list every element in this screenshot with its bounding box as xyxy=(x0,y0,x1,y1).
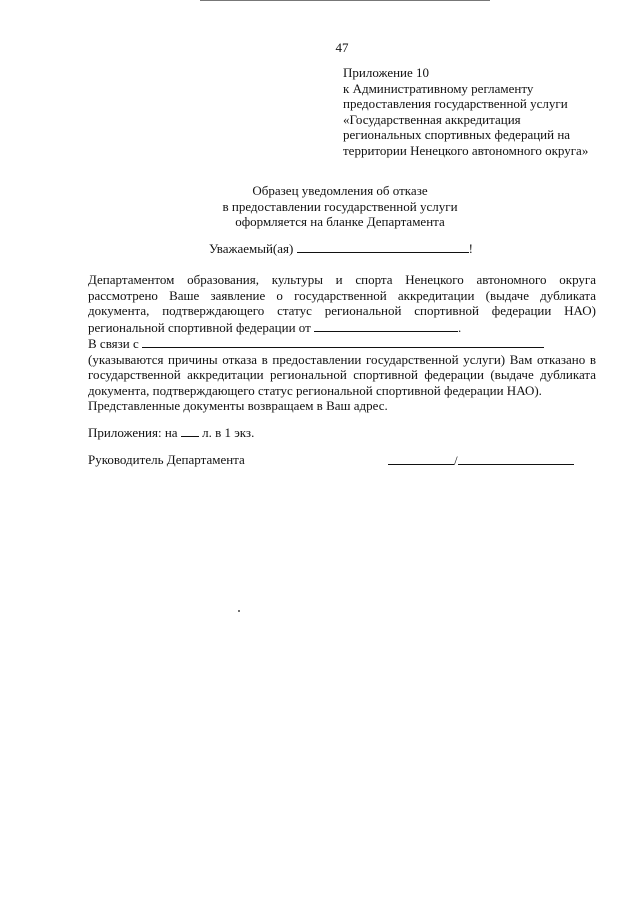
recipient-name-blank xyxy=(297,240,469,253)
scan-edge-line xyxy=(200,0,490,1)
title-line: оформляется на бланке Департамента xyxy=(235,214,445,229)
body-line: документа, подтверждающего статус региональной спортивной федерации НАО) xyxy=(88,303,596,318)
page-number: 47 xyxy=(335,40,349,55)
annex-line: «Государственная аккредитация xyxy=(343,111,521,127)
annex-line: к Административному регламенту xyxy=(343,80,534,96)
notice-body xyxy=(88,272,596,414)
body-line-date xyxy=(88,319,596,336)
pages-count-blank xyxy=(181,424,199,437)
name-blank xyxy=(458,452,574,465)
body-line: региональной спортивной федерации от xyxy=(88,319,311,335)
annex-header xyxy=(343,65,613,158)
attachments-line xyxy=(88,424,254,441)
body-line: Представленные документы возвращаем в Ваш адрес. xyxy=(88,398,388,413)
annex-line: территории Ненецкого автономного округа» xyxy=(343,142,589,158)
body-period: . xyxy=(458,319,462,335)
annex-line: Приложение 10 xyxy=(343,65,430,80)
body-line: рассмотрено Ваше заявление о государственной аккредитации (выдаче дубликата xyxy=(88,287,596,303)
signature-separator: / xyxy=(454,453,458,468)
greeting-prefix: Уважаемый(ая) xyxy=(209,241,294,256)
body-line-reason xyxy=(88,335,596,352)
body-line: государственной аккредитации региональной спортивной федерации (выдаче дубликата xyxy=(88,367,596,382)
scan-speck xyxy=(238,610,240,612)
annex-line: предоставления государственной услуги xyxy=(343,96,568,111)
signature-blanks xyxy=(388,452,574,469)
signature-label: Руководитель Департамента xyxy=(88,452,245,467)
body-line: Департаментом образования, культуры и спорта Ненецкого автономного округа xyxy=(88,272,596,287)
annex-line: региональных спортивных федераций на xyxy=(343,127,571,142)
greeting-suffix: ! xyxy=(468,241,473,256)
greeting xyxy=(209,240,473,257)
attachments-prefix: Приложения: на xyxy=(88,425,178,440)
signature-blank xyxy=(388,452,454,465)
attachments-suffix: л. в 1 экз. xyxy=(202,425,255,440)
reason-prefix: В связи с xyxy=(88,336,139,351)
title-line: в предоставлении государственной услуги xyxy=(222,198,458,214)
reason-blank xyxy=(142,335,544,348)
application-date-blank xyxy=(314,319,458,332)
sample-title xyxy=(180,183,500,230)
title-line: Образец уведомления об отказе xyxy=(252,183,428,198)
body-line: (указываются причины отказа в предоставлении государственной услуги) Вам отказано в xyxy=(88,351,596,367)
body-line: документа, подтверждающего статус региональной спортивной федерации НАО). xyxy=(88,382,542,398)
